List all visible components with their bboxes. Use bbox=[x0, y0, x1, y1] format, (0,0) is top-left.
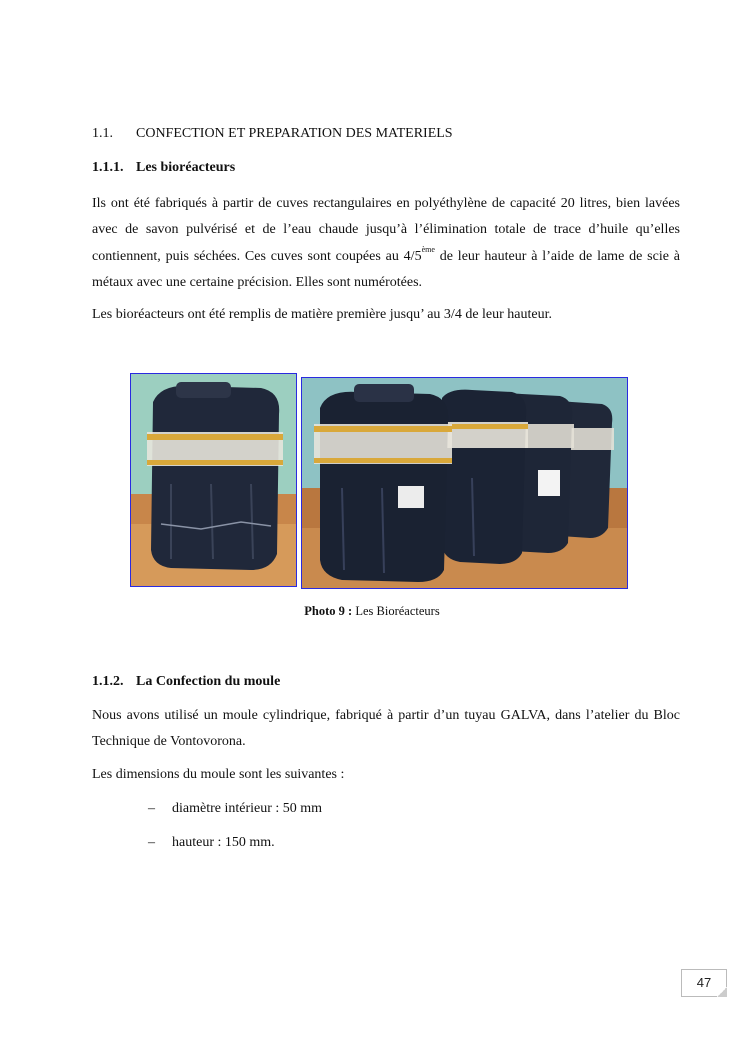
section-number: 1.1. bbox=[92, 126, 113, 141]
single-tank-image bbox=[131, 374, 296, 586]
page-number bbox=[681, 969, 727, 997]
subsection-title: Les bioréacteurs bbox=[136, 160, 236, 175]
list-item-text: diamètre intérieur : 50 mm bbox=[172, 801, 323, 816]
page-corner-fold bbox=[717, 987, 727, 997]
mould-paragraph-1: Nous avons utilisé un moule cylindrique, fabriqué à partir d’un tuyau GALVA, dans l’atelier du Bloc Technique de Vontovorona. bbox=[92, 708, 680, 750]
subsection-number: 1.1.1. bbox=[92, 160, 124, 175]
list-item bbox=[148, 835, 275, 851]
bioreactors-paragraph-1 bbox=[92, 191, 680, 296]
bullet-dash: – bbox=[148, 835, 155, 850]
subsection-heading-mould bbox=[92, 674, 280, 690]
bioreactors-paragraph-2: Les bioréacteurs ont été remplis de matière première jusqu’ au 3/4 de leur hauteur. bbox=[92, 307, 553, 322]
para-text-a: Ils ont été fabriqués à partir de cuves rectangulaires en polyéthylène de capacité 20 litres, bien lavées avec de savon pulvérisé et de l’eau chaude jusqu’à l’élimination totale de trace d’huile qu’elles contiennent, puis séchées. Ces cuves sont coupées au 4/5 bbox=[92, 196, 680, 264]
mould-paragraph-2: Les dimensions du moule sont les suivantes : bbox=[92, 767, 345, 782]
subsection-number: 1.1.2. bbox=[92, 674, 124, 689]
section-heading bbox=[92, 126, 453, 142]
photo-single-bioreactor bbox=[130, 373, 297, 587]
caption-text: Les Bioréacteurs bbox=[352, 604, 440, 618]
photo-four-bioreactors bbox=[301, 377, 628, 589]
subsection-title: La Confection du moule bbox=[136, 674, 281, 689]
superscript-eme: ème bbox=[421, 244, 435, 254]
four-tanks-image bbox=[302, 378, 627, 588]
list-item bbox=[148, 801, 322, 817]
bullet-dash: – bbox=[148, 801, 155, 816]
para-text-b: de leur hauteur à l’aide de lame de scie à métaux avec une certaine précision. Elles sont numérotées. bbox=[92, 248, 681, 290]
section-title: CONFECTION ET PREPARATION DES MATERIELS bbox=[136, 126, 453, 141]
subsection-heading-bioreactors bbox=[92, 160, 235, 176]
page-number-text: 47 bbox=[696, 975, 712, 990]
caption-label: Photo 9 : bbox=[304, 604, 353, 618]
list-item-text: hauteur : 150 mm. bbox=[172, 835, 275, 850]
figure-caption bbox=[0, 604, 744, 619]
